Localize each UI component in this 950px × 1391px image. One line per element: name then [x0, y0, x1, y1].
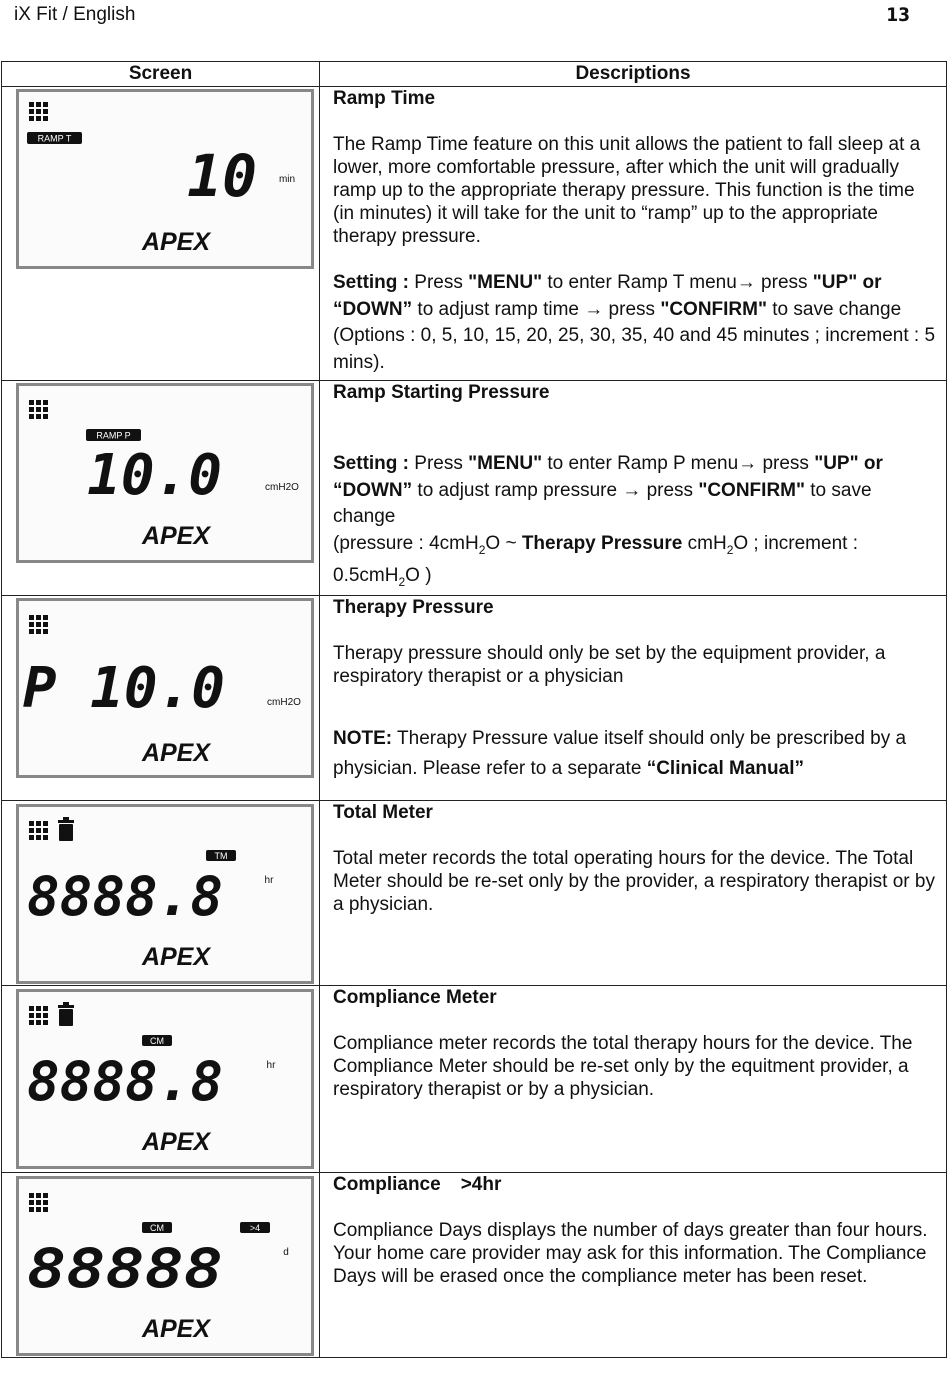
menu-grid-icon — [29, 615, 48, 634]
lcd-value: 10.0 — [87, 443, 222, 508]
apex-logo: APEX — [141, 522, 211, 550]
lcd-tag: CM — [150, 1036, 164, 1047]
pressure-range-text: (pressure : 4cmH$_2$O ~ Therapy Pressure cmH$_2$O ; increment : 0.5cmH$_2$O ) — [333, 532, 858, 589]
description-cell — [320, 801, 947, 986]
menu-grid-icon — [29, 821, 48, 840]
description-cell — [320, 596, 947, 801]
lcd-value: 8888.8 — [27, 1050, 223, 1114]
screen-cell — [2, 87, 320, 381]
description-cell — [320, 87, 947, 381]
section-title: Ramp Time — [333, 88, 436, 109]
lcd-value: 8888.8 — [27, 865, 223, 929]
section-title: Compliance Meter — [333, 987, 497, 1009]
lcd-screen — [16, 1176, 314, 1356]
lcd-tag-over4: >4 — [249, 1223, 261, 1234]
settings-table — [1, 61, 947, 1358]
page-number: 13 — [886, 4, 910, 26]
screen-cell — [2, 596, 320, 801]
lcd-screen — [16, 89, 314, 269]
lcd-screen — [16, 989, 314, 1169]
column-header-descriptions: Descriptions — [320, 62, 947, 87]
lcd-tag: RAMP P — [96, 430, 131, 441]
lcd-unit: d — [283, 1247, 289, 1259]
menu-grid-icon — [29, 1193, 48, 1212]
table-row — [2, 986, 947, 1173]
apex-logo: APEX — [141, 739, 211, 768]
description-text: Total meter records the total operating hours for the device. The Total Meter should be re-set only by the provider, a respiratory therapist or by a physician. — [333, 848, 935, 916]
document-header-title: iX Fit / English — [14, 4, 136, 25]
description-cell — [320, 1173, 947, 1358]
lcd-unit: hr — [266, 1060, 276, 1072]
apex-logo: APEX — [141, 228, 211, 256]
lcd-screen — [16, 804, 314, 984]
table-row — [2, 801, 947, 986]
table-row — [2, 1173, 947, 1358]
note-text: NOTE: Therapy Pressure value itself should only be prescribed by a physician. Please refer to a separate “Clinical Manual” — [333, 728, 907, 780]
apex-logo: APEX — [141, 1315, 211, 1344]
screen-cell — [2, 1173, 320, 1358]
lcd-tag: CM — [150, 1223, 164, 1234]
description-cell — [320, 986, 947, 1173]
lcd-value: 10 — [187, 142, 257, 210]
screen-cell — [2, 381, 320, 596]
menu-grid-icon — [29, 400, 48, 419]
lcd-value: P 10.0 — [22, 656, 225, 722]
table-row — [2, 87, 947, 381]
lcd-unit: min — [278, 174, 296, 185]
apex-logo: APEX — [141, 943, 211, 972]
table-row — [2, 596, 947, 801]
description-text: Therapy pressure should only be set by the equipment provider, a respiratory therapist or a physician — [333, 643, 886, 688]
trash-icon — [58, 1002, 74, 1026]
section-title: Ramp Starting Pressure — [333, 382, 550, 403]
description-text: Compliance meter records the total therapy hours for the device. The Compliance Meter should be re-set only by the equitment provider, a respiratory therapist or by a physician. — [333, 1033, 913, 1101]
column-header-screen: Screen — [2, 62, 320, 87]
setting-instructions: Setting : Press "MENU" to enter Ramp P menu→ press "UP" or “DOWN” to adjust ramp pressure → press "CONFIRM" to save change — [333, 453, 883, 527]
lcd-screen — [16, 383, 314, 563]
table-row — [2, 381, 947, 596]
menu-grid-icon — [29, 102, 48, 121]
menu-grid-icon — [29, 1006, 48, 1025]
setting-instructions: Setting : Press "MENU" to enter Ramp T menu→ press "UP" or “DOWN” to adjust ramp time → press "CONFIRM" to save change (Options : 0, 5, 10, 15, 20, 25, 30, 35, 40 and 45 minutes ; increment : 5 mins). — [333, 272, 936, 373]
section-title: Compliance >4hr — [333, 1174, 502, 1196]
section-title: Therapy Pressure — [333, 597, 494, 619]
lcd-value: 88888 — [27, 1237, 223, 1301]
screen-cell — [2, 801, 320, 986]
apex-logo: APEX — [141, 1128, 211, 1157]
lcd-tag: RAMP T — [37, 133, 72, 144]
trash-icon — [58, 817, 74, 841]
table-header-row — [2, 62, 947, 87]
section-title: Total Meter — [333, 802, 433, 824]
lcd-unit: cmH2O — [265, 482, 299, 493]
description-text: Compliance Days displays the number of days greater than four hours. Your home care provider may ask for this information. The Compliance Days will be erased once the compliance meter has been reset. — [333, 1220, 928, 1288]
lcd-unit: hr — [264, 875, 274, 887]
lcd-screen — [16, 598, 314, 778]
screen-cell — [2, 986, 320, 1173]
description-cell — [320, 381, 947, 596]
description-text: The Ramp Time feature on this unit allows the patient to fall sleep at a lower, more comfortable pressure, after which the unit will gradually ramp up to the appropriate therapy pressure. This function is the time (in minutes) it will take for the unit to “ramp” up to the appropriate therapy pressure. — [333, 134, 921, 247]
lcd-tag: TM — [214, 851, 228, 862]
lcd-unit: cmH2O — [267, 697, 301, 709]
